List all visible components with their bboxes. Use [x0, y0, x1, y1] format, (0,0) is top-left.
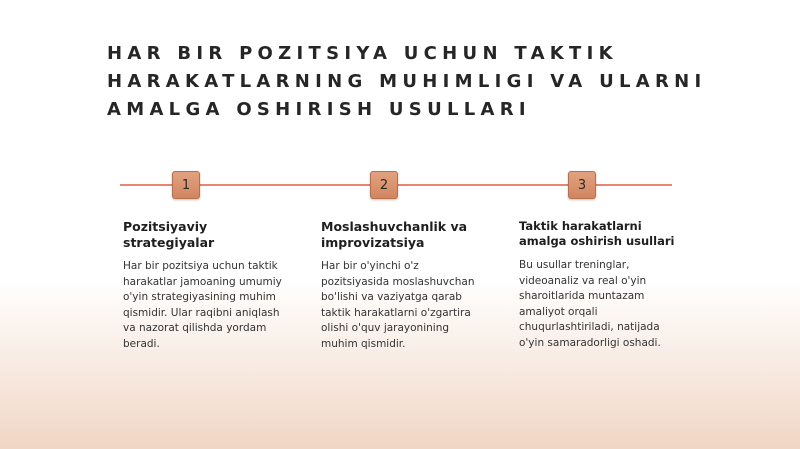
step-column-1 [123, 219, 298, 352]
step-description-line: o'yin samaradorligi oshadi. [519, 336, 661, 349]
step-heading [519, 219, 694, 249]
step-heading [123, 219, 298, 251]
slide-title-line: HARAKATLARNING MUHIMLIGI VA ULARNI [107, 71, 707, 92]
step-marker-3: 3 [568, 171, 596, 199]
step-column-3 [519, 219, 694, 351]
step-description-line: Bu usullar treninglar, [519, 259, 630, 271]
slide-title-line: HAR BIR POZITSIYA UCHUN TAKTIK [107, 43, 618, 64]
step-description-line: pozitsiyasida moslashuvchan [321, 275, 475, 288]
step-description-line: qismidir. Ular raqibni aniqlash [123, 306, 280, 319]
step-marker-1: 1 [172, 171, 200, 199]
step-marker-2: 2 [370, 171, 398, 199]
step-description [519, 258, 694, 351]
step-description-line: va nazorat qilishda yordam [123, 322, 267, 334]
step-description-line: amaliyot orqali [519, 305, 598, 318]
step-description-line: videoanaliz va real o'yin [519, 274, 647, 287]
slide-title [107, 40, 747, 124]
step-description-line: o'yin strategiyasining muhim [123, 291, 276, 303]
slide-title-line: AMALGA OSHIRISH USULLARI [107, 99, 531, 120]
step-heading-line: Pozitsiyaviy [123, 219, 208, 234]
step-description [321, 259, 496, 352]
step-heading-line: Taktik harakatlarni [519, 219, 642, 233]
step-description-line: muhim qismidir. [321, 337, 406, 350]
step-description-line: taktik harakatlarni o'zgartira [321, 306, 471, 319]
step-description-line: olishi o'quv jarayonining [321, 322, 450, 334]
step-heading-line: amalga oshirish usullari [519, 234, 675, 248]
step-heading-line: improvizatsiya [321, 235, 425, 250]
step-description-line: sharoitlarida muntazam [519, 290, 645, 302]
step-column-2 [321, 219, 496, 352]
step-description-line: chuqurlashtiriladi, natijada [519, 321, 660, 333]
step-heading [321, 219, 496, 251]
step-description-line: beradi. [123, 337, 160, 350]
step-description [123, 259, 298, 352]
step-description-line: bo'lishi va vaziyatga qarab [321, 291, 462, 303]
step-description-line: Har bir pozitsiya uchun taktik [123, 260, 278, 272]
step-heading-line: Moslashuvchanlik va [321, 219, 468, 234]
step-heading-line: strategiyalar [123, 235, 215, 250]
step-description-line: harakatlar jamoaning umumiy [123, 275, 282, 288]
step-description-line: Har bir o'yinchi o'z [321, 260, 419, 272]
